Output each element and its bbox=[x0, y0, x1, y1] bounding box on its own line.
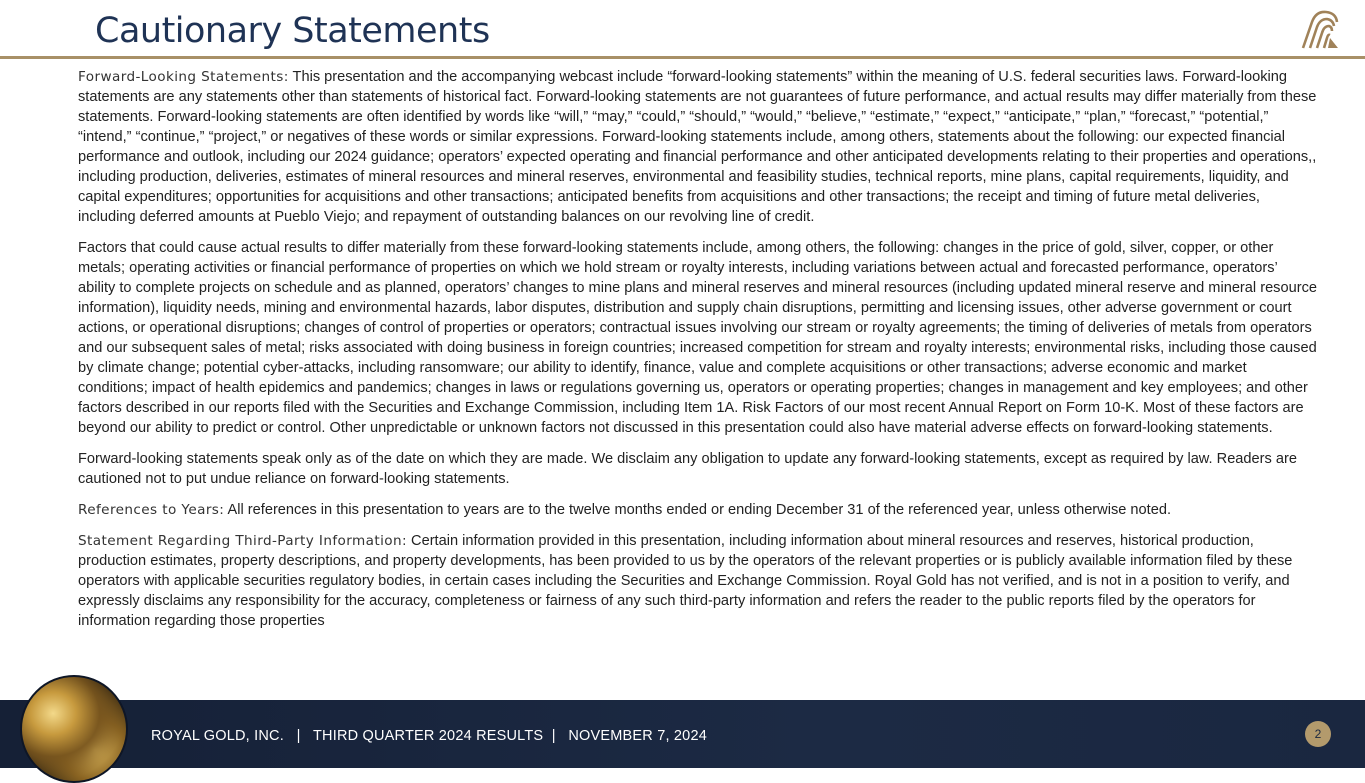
paragraph-lead: Statement Regarding Third-Party Information: bbox=[78, 533, 407, 549]
paragraph-risk-factors bbox=[78, 238, 1318, 438]
cautionary-text bbox=[78, 67, 1318, 642]
header-divider bbox=[0, 56, 1365, 59]
paragraph-body: Forward-looking statements speak only as of the date on which they are made. We disclaim any obligation to update any forward-looking statements, except as required by law. Readers are cautioned not to put undue reliance on forward-looking statements. bbox=[78, 451, 1297, 487]
footer-bar bbox=[0, 700, 1365, 768]
paragraph-disclaimer bbox=[78, 449, 1318, 489]
paragraph-lead: Forward-Looking Statements: bbox=[78, 69, 289, 85]
paragraph-references-to-years bbox=[78, 500, 1318, 520]
royal-gold-logo-icon bbox=[1299, 8, 1341, 50]
footer-text: ROYAL GOLD, INC. | THIRD QUARTER 2024 RESULTS | NOVEMBER 7, 2024 bbox=[151, 728, 707, 744]
paragraph-third-party bbox=[78, 531, 1318, 631]
paragraph-lead: References to Years: bbox=[78, 502, 225, 518]
paragraph-body: Certain information provided in this presentation, including information about mineral resources and reserves, historical production, production estimates, property descriptions, and property developments, has been provided to us by the operators of the relevant properties or is publicly available information filed by these operators with applicable securities regulatory bodies, in certain cases including the Securities and Exchange Commission. Royal Gold has not verified, and is not in a position to verify, and expressly disclaims any responsibility for the accuracy, completeness or fairness of any such third-party information and refers the reader to the public reports filed by the operators for information regarding those properties bbox=[78, 533, 1293, 629]
page-number-badge: 2 bbox=[1305, 721, 1331, 747]
paragraph-forward-looking bbox=[78, 67, 1318, 227]
paragraph-body: This presentation and the accompanying webcast include “forward-looking statements” within the meaning of U.S. federal securities laws. Forward-looking statements are any statements other than statements of historical fact. Forward-looking statements are not guarantees of future performance, and actual results may differ materially from these statements. Forward-looking statements are often identified by words like “will,” “may,” “could,” “should,” “would,” “believe,” “estimate,” “expect,” “anticipate,” “plan,” “forecast,” “potential,” “intend,” “continue,” “project,” or negatives of these words or similar expressions. Forward-looking statements include, among others, statements about the following: our expected financial performance and outlook, including our 2024 guidance; operators’ expected operating and financial performance and other anticipated developments relating to their properties and operations,, including production, deliveries, estimates of mineral resources and mineral reserves, environmental and feasibility studies, technical reports, mine plans, capital requirements, liquidity, and capital expenditures; opportunities for acquisitions and other transactions; anticipated benefits from acquisitions and other transactions; the receipt and timing of future metal deliveries, including deferred amounts at Pueblo Viejo; and repayment of outstanding balances on our revolving line of credit. bbox=[78, 69, 1317, 225]
page-title: Cautionary Statements bbox=[95, 11, 490, 51]
paragraph-body: Factors that could cause actual results to differ materially from these forward-looking statements include, among others, the following: changes in the price of gold, silver, copper, or other metals; operating activities or financial performance of properties on which we hold stream or royalty interests, including variations between actual and forecasted performance, operators’ ability to complete projects on schedule and as planned, operators’ changes to mine plans and mineral reserves and mineral resources (including updated mineral reserve and mineral resource information), liquidity needs, mining and environmental hazards, labor disputes, distribution and supply chain disruptions, permitting and licensing issues, other adverse government or court actions, or operational disruptions; changes of control of properties or operators; contractual issues involving our stream or royalty agreements; the timing of deliveries of metals from operators and our subsequent sales of metal; risks associated with doing business in foreign countries; increased competition for stream and royalty interests; environmental risks, including those caused by climate change; potential cyber-attacks, including ransomware; our ability to identify, finance, value and complete acquisitions or other transactions; adverse economic and market conditions; impact of health epidemics and pandemics; changes in laws or regulations governing us, operators or operating properties; changes in management and key employees; and other factors described in our reports filed with the Securities and Exchange Commission, including Item 1A. Risk Factors of our most recent Annual Report on Form 10-K. Most of these factors are beyond our ability to predict or control. Other unpredictable or unknown factors not discussed in this presentation could also have material adverse effects on forward-looking statements. bbox=[78, 240, 1317, 436]
gold-nugget-photo bbox=[20, 675, 128, 783]
paragraph-body: All references in this presentation to years are to the twelve months ended or ending December 31 of the referenced year, unless otherwise noted. bbox=[224, 502, 1171, 518]
